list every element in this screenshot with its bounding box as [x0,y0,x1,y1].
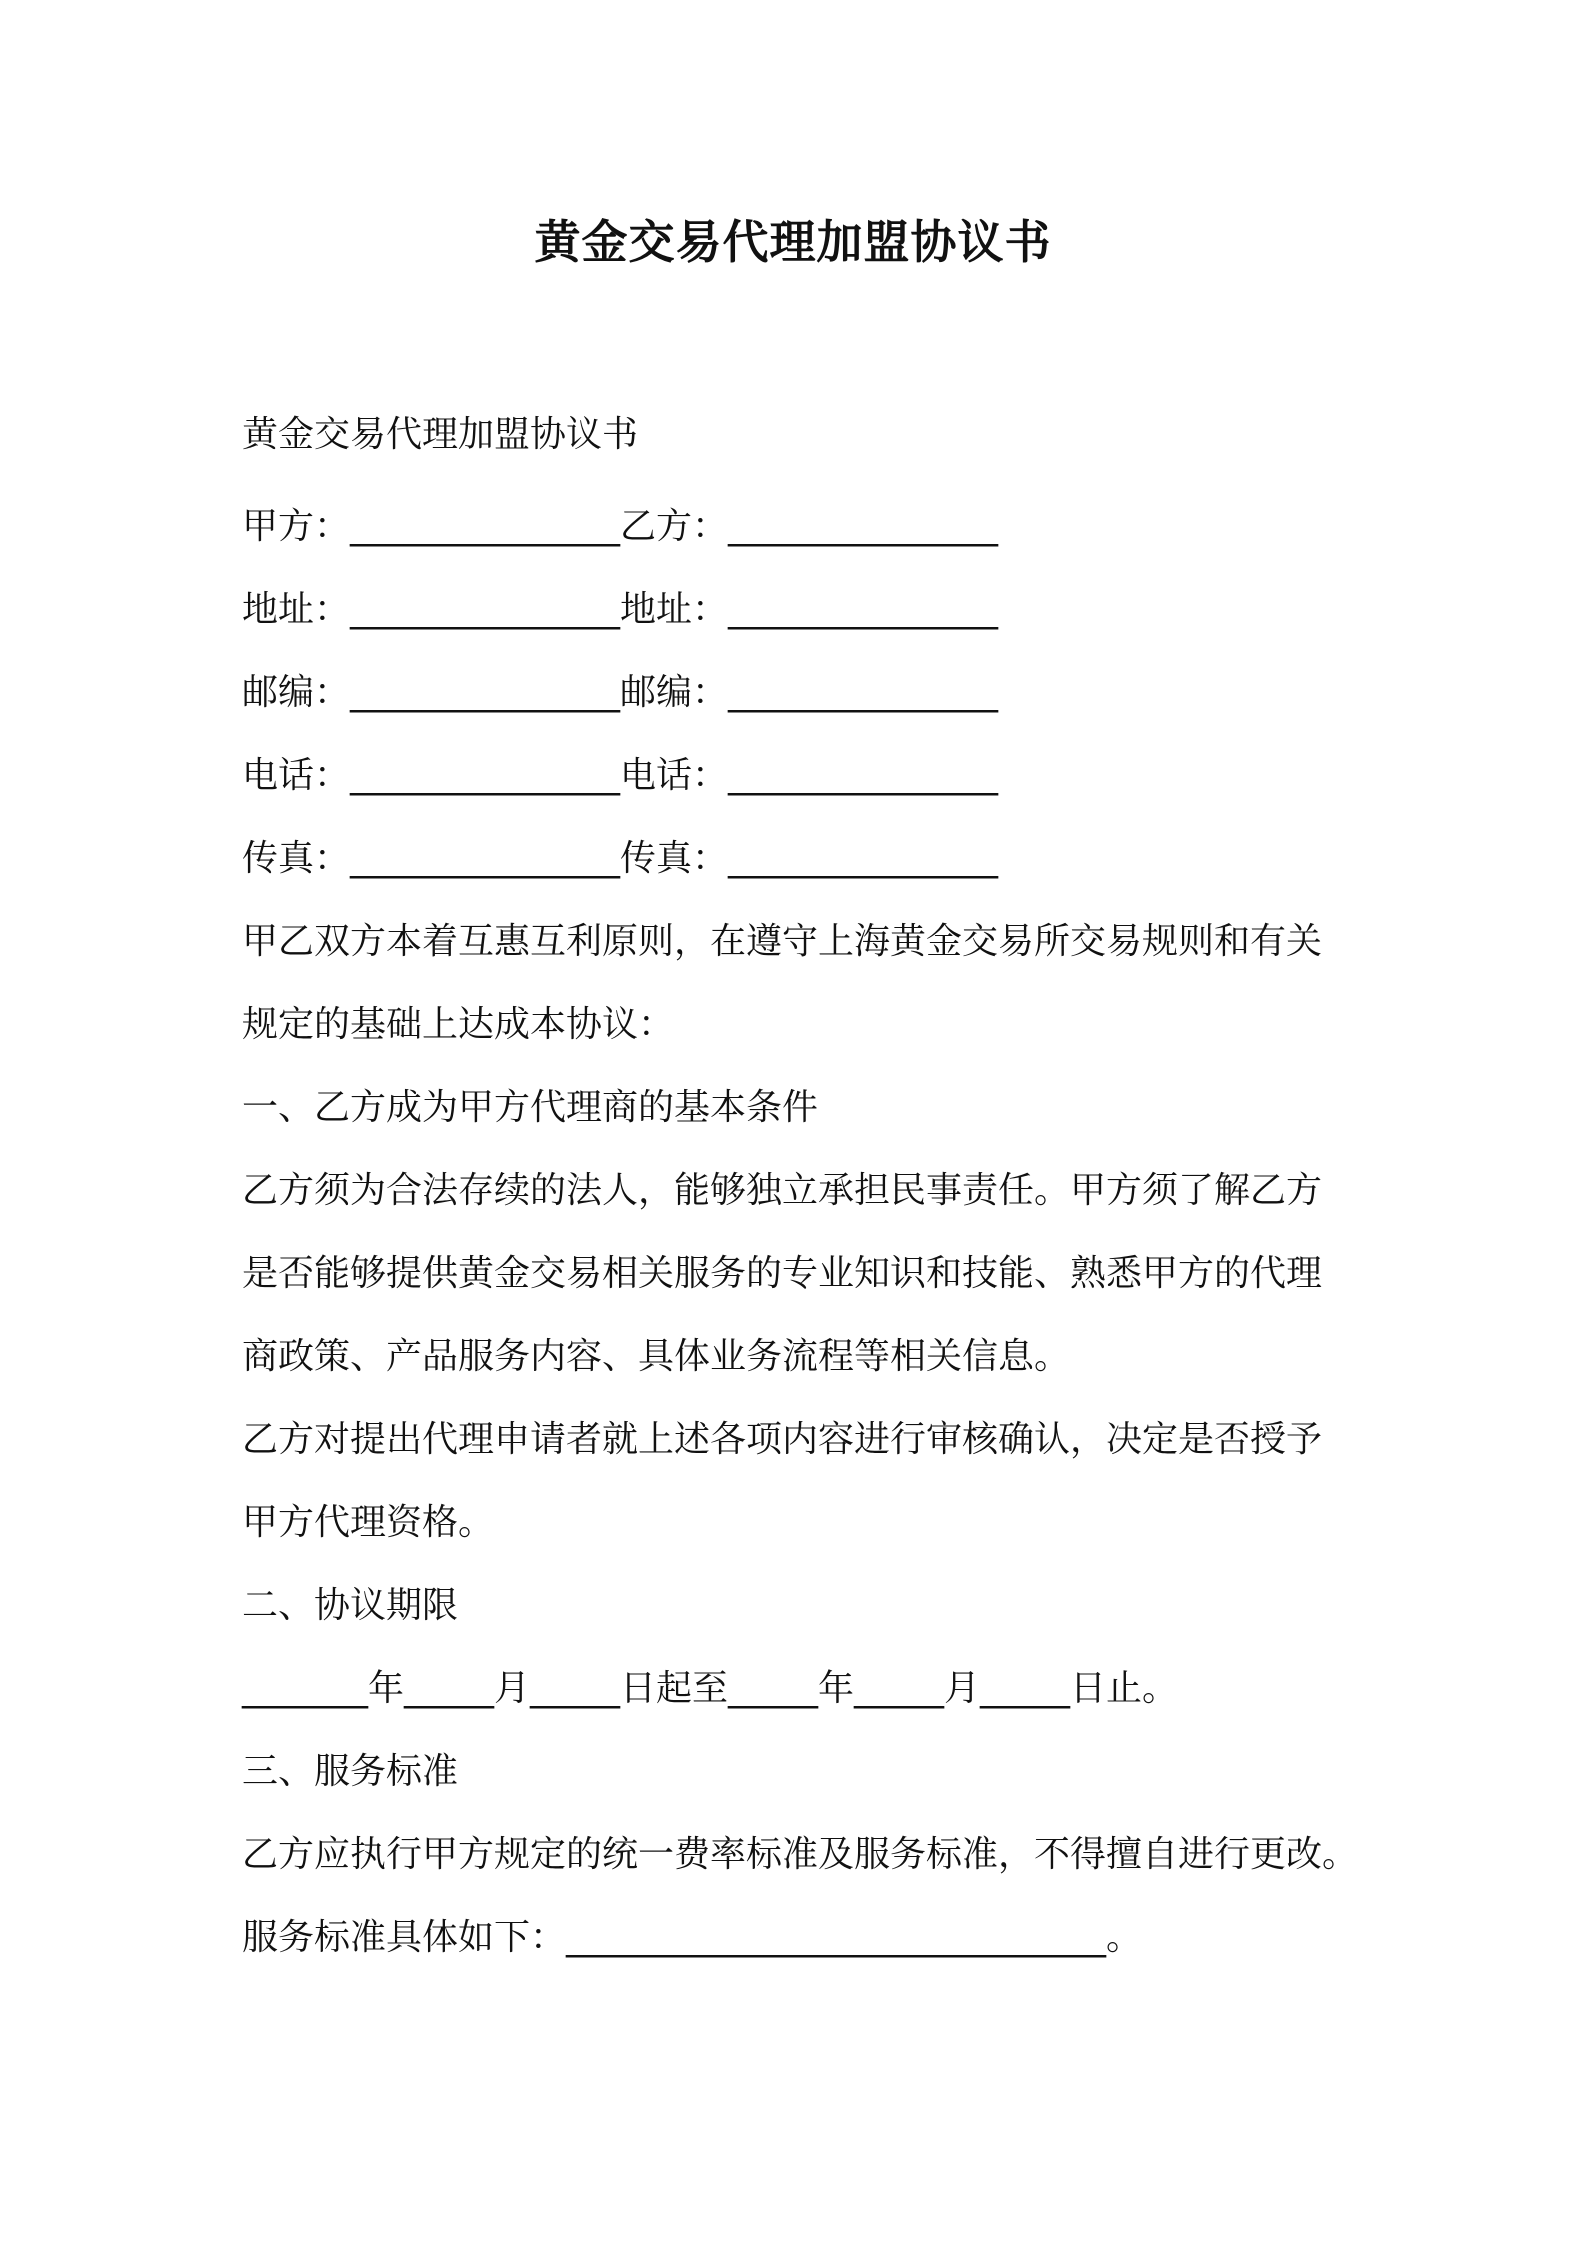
doc-line-2: 甲方：_______________乙方：_______________ [242,506,999,547]
document-title: 黄金交易代理加盟协议书 [534,215,1052,269]
doc-line-7: 甲乙双方本着互惠互利原则，在遵守上海黄金交易所交易规则和有关 [242,921,1323,962]
doc-line-10: 乙方须为合法存续的法人，能够独立承担民事责任。甲方须了解乙方 [242,1170,1323,1211]
doc-line-13: 乙方对提出代理申请者就上述各项内容进行审核确认，决定是否授予 [242,1419,1323,1460]
doc-line-5: 电话：_______________电话：_______________ [242,755,999,796]
doc-line-19: 服务标准具体如下：______________________________。 [242,1917,1143,1958]
doc-line-9: 一、乙方成为甲方代理商的基本条件 [242,1087,819,1128]
doc-line-14: 甲方代理资格。 [242,1502,495,1543]
doc-line-11: 是否能够提供黄金交易相关服务的专业知识和技能、熟悉甲方的代理 [242,1253,1323,1294]
doc-line-15: 二、协议期限 [242,1585,459,1626]
doc-line-17: 三、服务标准 [242,1751,459,1792]
doc-line-3: 地址：_______________地址：_______________ [242,589,999,630]
doc-line-12: 商政策、产品服务内容、具体业务流程等相关信息。 [242,1336,1071,1377]
doc-line-8: 规定的基础上达成本协议： [242,1004,675,1045]
doc-line-4: 邮编：_______________邮编：_______________ [242,672,999,713]
doc-line-16: _______年_____月_____日起至_____年_____月_____日止。 [242,1668,1179,1709]
doc-line-6: 传真：_______________传真：_______________ [242,838,999,879]
doc-line-1: 黄金交易代理加盟协议书 [242,414,639,455]
doc-line-18: 乙方应执行甲方规定的统一费率标准及服务标准，不得擅自进行更改。 [242,1834,1359,1875]
